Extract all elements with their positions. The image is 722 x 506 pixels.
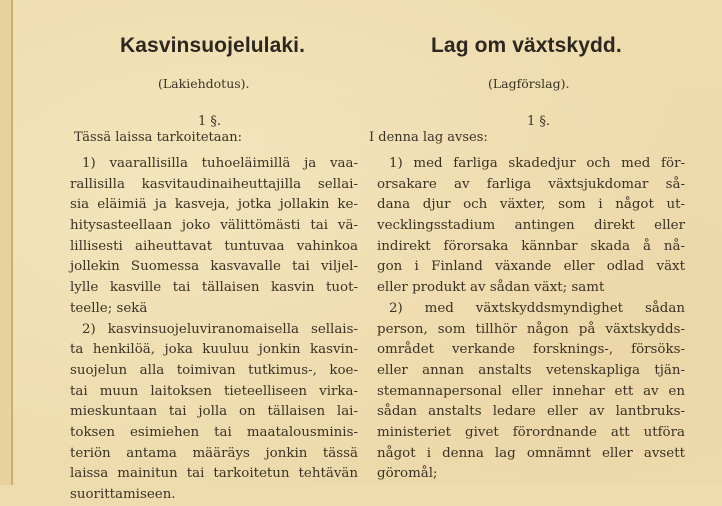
text-line: lillisesti aiheuttavat tuntuvaa vahinkoa [70,238,358,254]
text-line: indirekt förorsaka kännbar skada å nå- [377,238,685,254]
text-line: stemannapersonal eller innehar ett av en [377,383,685,399]
finnish-intro: Tässä laissa tarkoitetaan: [74,130,243,145]
finnish-subtitle: (Lakiehdotus). [158,76,250,91]
swedish-section-number: 1 §. [527,114,551,129]
text-line: eller annan anstalts vetenskapliga tjän- [377,362,685,378]
swedish-body [377,154,685,485]
swedish-title: Lag om växtskydd. [431,34,622,57]
finnish-body [70,154,358,506]
text-line: laissa mainitun tai tarkoitetun tehtävän [70,466,358,482]
text-line: sådan anstalts ledare eller av lantbruks- [377,404,685,420]
swedish-subtitle: (Lagförslag). [488,76,570,91]
text-line: mieskuntaan tai jolla on tällaisen lai- [70,404,358,420]
text-line: ministeriet givet förordnande att utföra [377,424,685,440]
text-line: dana djur och växter, som i något ut- [377,197,685,213]
text-line: rallisilla kasvitaudinaiheuttajilla sellai- [70,176,358,192]
swedish-intro: I denna lag avses: [369,130,488,145]
text-line: något i denna lag omnämnt eller avsett [377,445,685,461]
finnish-section-number: 1 §. [198,114,222,129]
text-line: området verkande forsknings-, försöks- [377,342,685,358]
text-line: göromål; [377,466,438,482]
text-line: lylle kasville tai tällaisen kasvin tuot- [70,280,358,296]
text-line: 1) vaarallisilla tuhoeläimillä ja vaa- [82,156,358,171]
text-line: vecklingsstadium antingen direkt eller [377,218,685,234]
finnish-title: Kasvinsuojelulaki. [120,34,306,57]
text-line: 2) med växtskyddsmyndighet sådan [389,300,685,316]
text-line: 2) kasvinsuojeluviranomaisella sellais- [82,321,358,337]
text-line: toksen esimiehen tai maatalousminis- [70,424,358,440]
text-line: ta henkilöä, joka kuuluu jonkin kasvin- [70,342,358,358]
text-line: 1) med farliga skadedjur och med för- [389,156,685,171]
text-line: teriön antama määräys jonkin tässä [70,445,358,461]
text-line: teelle; sekä [70,300,148,316]
text-line: hitysasteellaan joko välittömästi tai vä- [70,218,358,234]
text-line: person, som tillhör någon på växtskydds- [377,321,685,337]
text-line: tai muun laitoksen tieteelliseen virka- [70,383,358,399]
text-line: jollekin Suomessa kasvavalle tai viljel- [70,259,358,275]
text-line: suorittamiseen. [70,487,176,502]
page-fold-line [11,0,13,485]
text-line: sia eläimiä ja kasveja, jotka jollakin ke- [70,197,358,213]
text-line: eller produkt av sådan växt; samt [377,280,605,296]
page-margin [0,0,11,485]
text-line: gon i Finland växande eller odlad växt [377,259,685,275]
text-line: orsakare av farliga växtsjukdomar så- [377,176,685,192]
text-line: suojelun alla toimivan tutkimus-, koe- [70,362,358,378]
